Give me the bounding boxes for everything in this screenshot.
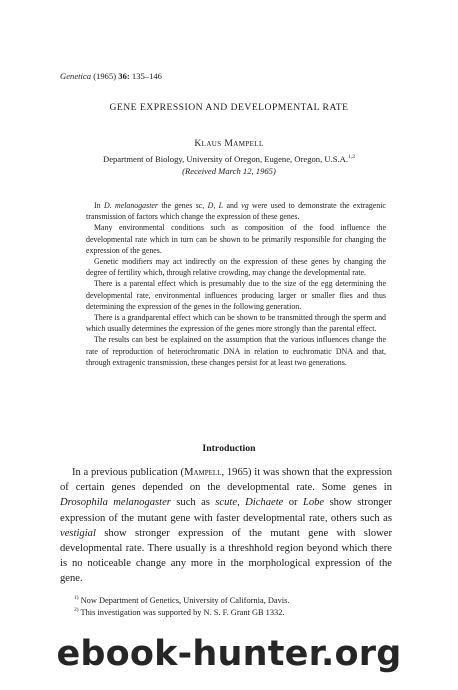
introduction-body <box>60 465 392 587</box>
author-affiliation <box>0 153 458 177</box>
section-heading-introduction: Introduction <box>202 443 256 454</box>
footnote: $^{1)}$ Now Department of Genetics, University of California, Davis. <box>74 595 290 605</box>
affiliation-line: Department of Biology, University of Oregon, Eugene, Oregon, U.S.A.$^{1,2}$ <box>102 154 355 164</box>
abstract-paragraph: There is a grandparental effect which can be shown to be transmitted through the sperm and which usually determines the expression of the genes more strongly than the parental effect. <box>86 313 386 334</box>
affiliation-footnote-marks: 1,2 <box>348 154 355 161</box>
intro-paragraph: In a previous publication (Mampell, 1965) it was shown that the expression of certain genes depended on the developmental rate. Some genes in Drosophila melanogaster such as scute, Dichaete or Lobe show stronger expression of the mutant gene with faster developmental rate, others such as vestigial show stronger expression of the mutant gene with slower developmental rate. There usually is a threshhold region beyond which there is no noticeable change any more in the morphological expression of the gene. <box>60 467 392 585</box>
footnotes <box>74 595 404 619</box>
watermark: ebook-hunter.org <box>56 634 402 674</box>
abstract-paragraph: There is a parental effect which is presumably due to the size of the egg determining the developmental rate, environmental influences producing larger or smaller flies and thus determining the expression of the genes in the following generation. <box>86 279 386 311</box>
author-name: Klaus Mampell <box>194 138 264 149</box>
abstract <box>86 200 386 368</box>
abstract-paragraph: The results can best be explained on the assumption that the various influences change the rate of reproduction of heterochromatic DNA in relation to euchromatic DNA and that, through extragenic transmission, these changes persist for at least two generations. <box>86 335 386 367</box>
footnote: $^{2)}$ This investigation was supported by N. S. F. Grant GB 1332. <box>74 607 285 617</box>
abstract-paragraph: Genetic modifiers may act indirectly on the expression of these genes by changing the degree of fertility which, through relative crowding, may change the developmental rate. <box>86 257 386 278</box>
abstract-paragraph: Many environmental conditions such as composition of the food influence the developmental rate which in turn can be shown to be primarily responsible for changing the expression of the genes. <box>86 223 386 255</box>
paper-title: GENE EXPRESSION AND DEVELOPMENTAL RATE <box>109 102 349 113</box>
abstract-paragraph: In D. melanogaster the genes sc, D, L and vg were used to demonstrate the extragenic transmission of factors which change the expression of these genes. <box>86 201 386 222</box>
journal-citation: Genetica (1965) 36: 135–146 <box>60 71 162 81</box>
citation-author: Mampell <box>184 467 222 478</box>
received-date: (Received March 12, 1965) <box>182 166 276 176</box>
